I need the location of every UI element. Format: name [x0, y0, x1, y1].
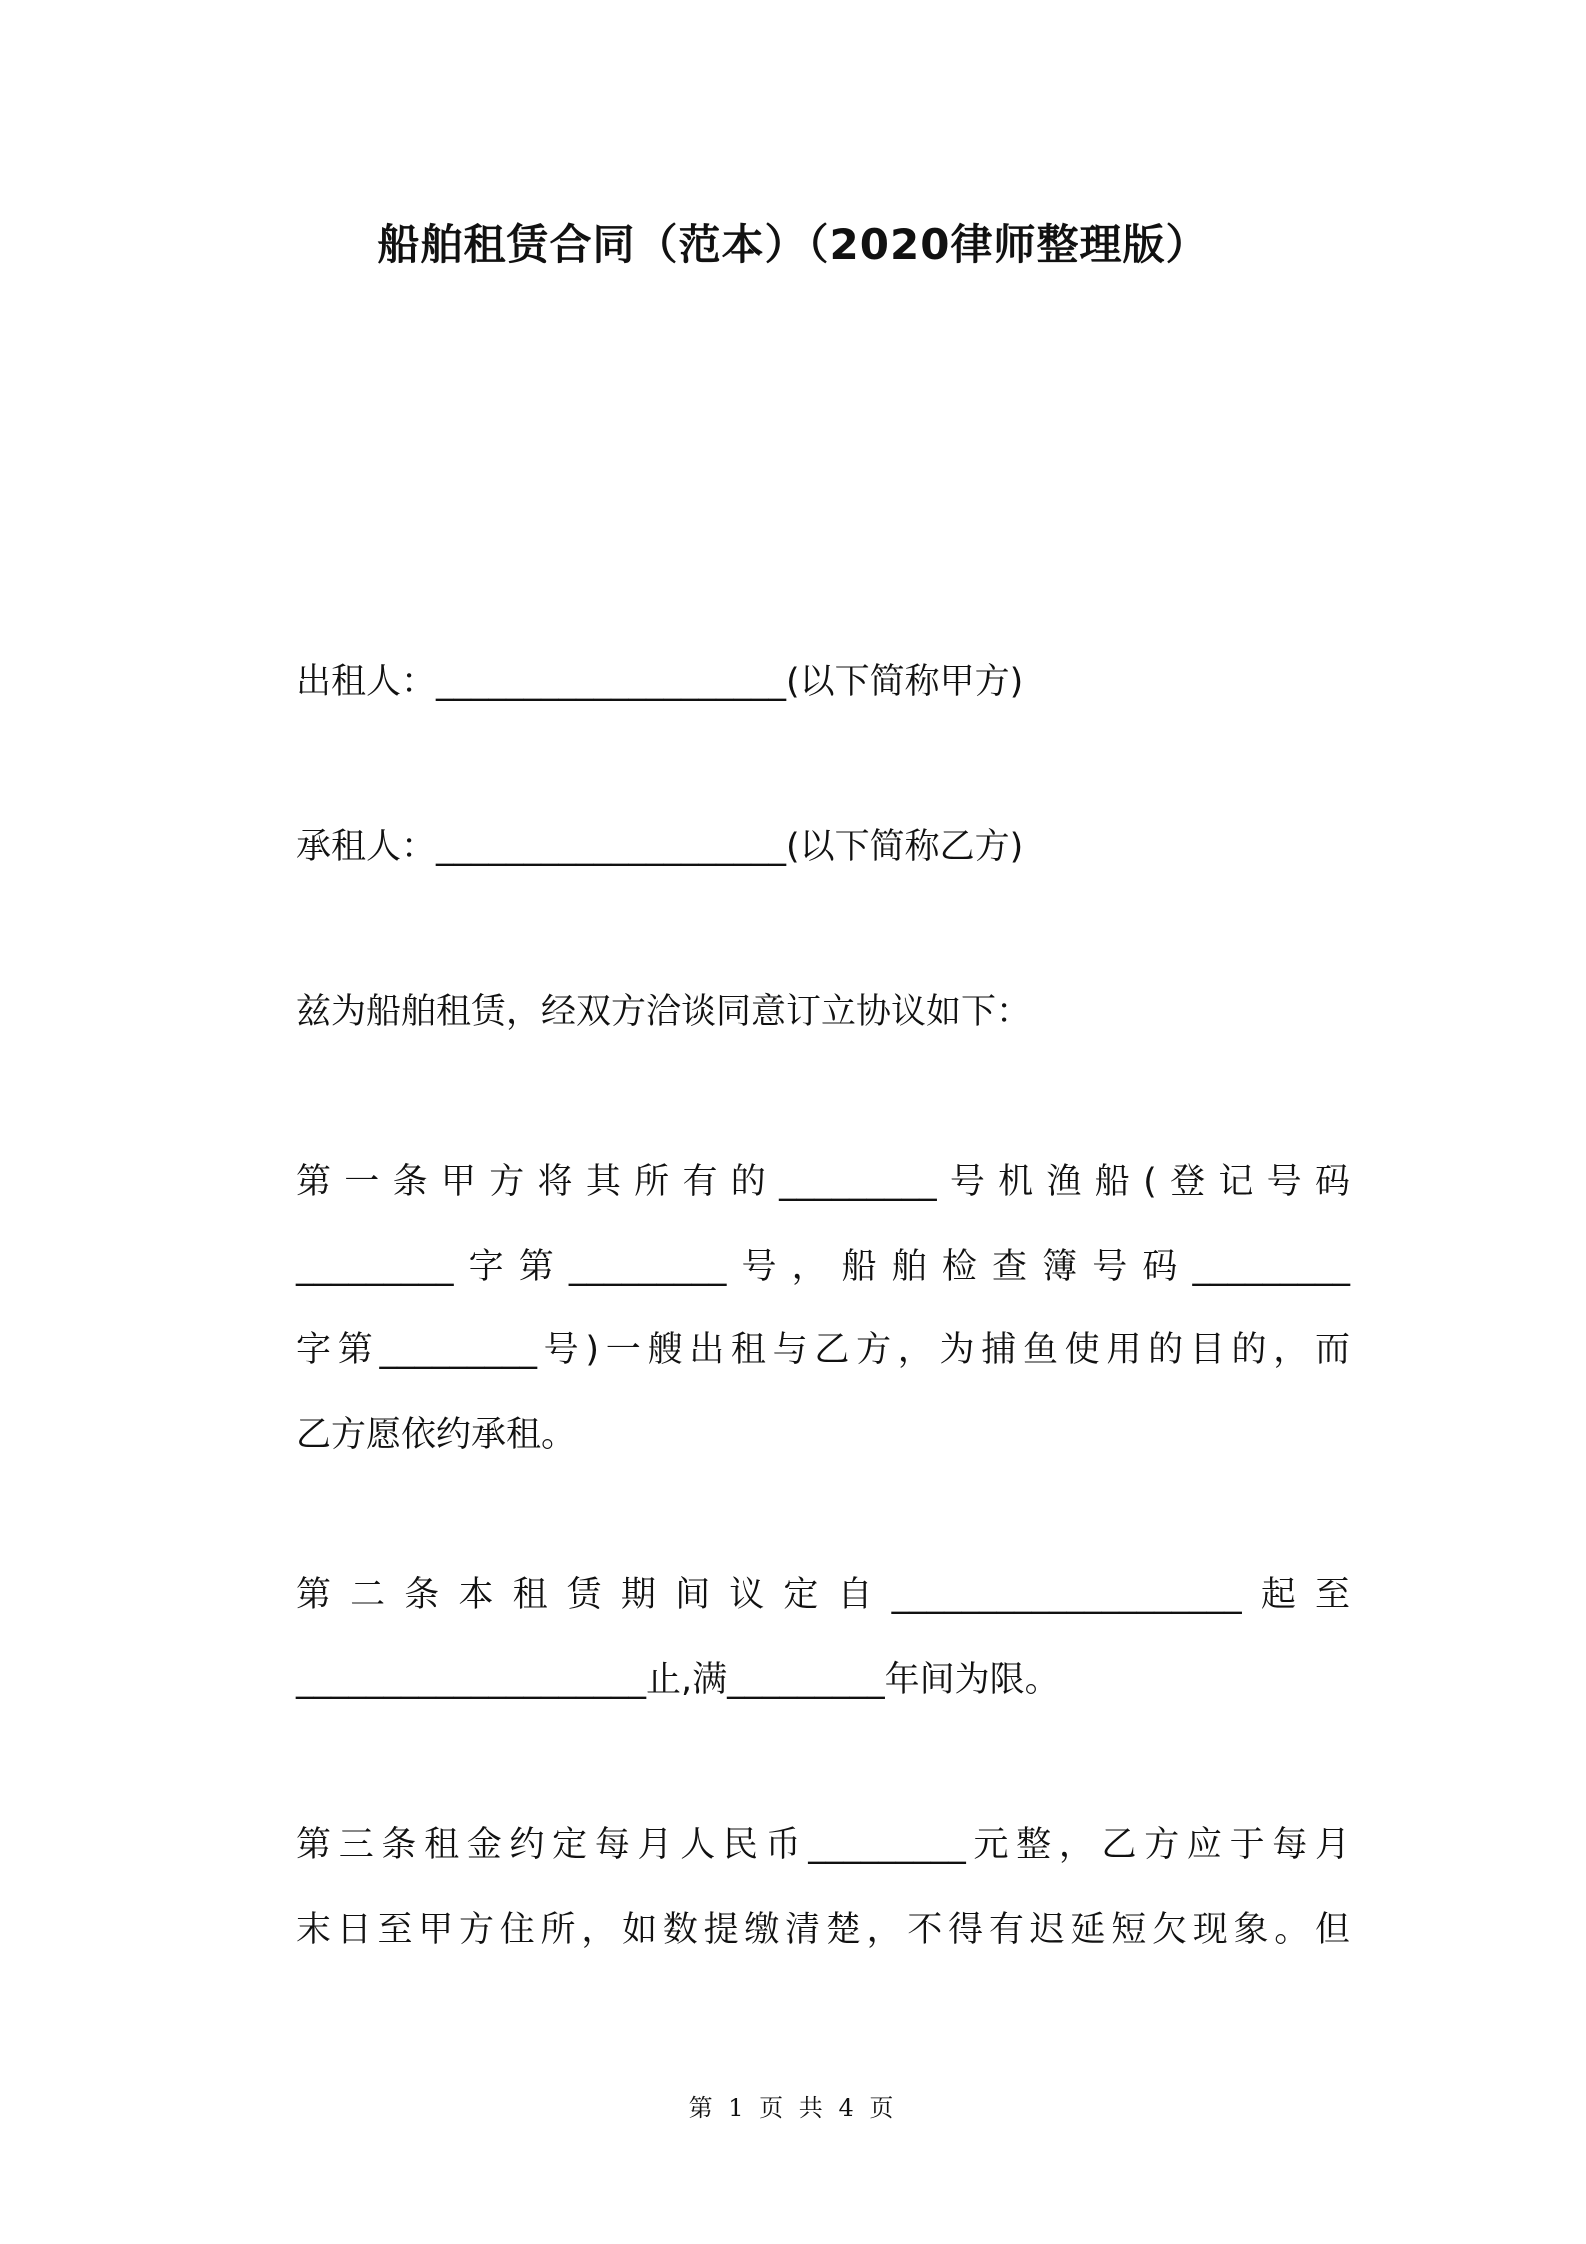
- article1-line-3: 字第_________号)一艘出租与乙方，为捕鱼使用的目的，而: [296, 1330, 1350, 1370]
- lessee-line: 承租人：____________________(以下简称乙方): [296, 827, 1024, 867]
- article2-line-2: ____________________止,满_________年间为限。: [296, 1660, 1060, 1700]
- article3-line-2: 末日至甲方住所，如数提缴清楚，不得有迟延短欠现象。但: [296, 1910, 1350, 1950]
- article3-line-1: 第三条租金约定每月人民币_________元整，乙方应于每月: [296, 1825, 1350, 1865]
- article1-line-4: 乙方愿依约承租。: [296, 1415, 577, 1455]
- article1-line-1: 第一条甲方将其所有的_________号机渔船(登记号码: [296, 1162, 1350, 1202]
- page-indicator: 第 1 页 共 4 页: [688, 2094, 898, 2122]
- preamble: 兹为船舶租赁，经双方洽谈同意订立协议如下：: [296, 992, 1032, 1032]
- article1-line-2: _________字第_________号，船舶检查簿号码_________: [296, 1247, 1350, 1287]
- article2-line-1: 第二条本租赁期间议定自____________________起至: [296, 1575, 1350, 1615]
- lessor-line: 出租人：____________________(以下简称甲方): [296, 662, 1024, 702]
- document-title: 船舶租赁合同（范本）（2020律师整理版）: [377, 220, 1209, 269]
